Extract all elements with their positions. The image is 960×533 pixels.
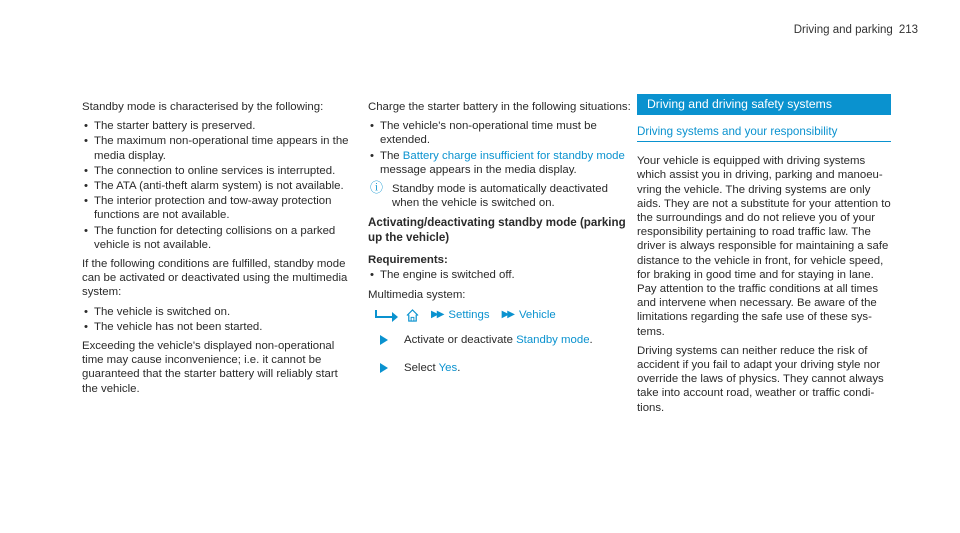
path-settings: Settings [448,309,490,322]
text: The [380,149,403,162]
section-banner: Driving and driving safety systems [637,94,891,115]
intro-text: Standby mode is characterised by the following: [82,101,324,113]
text: Activate or deactivate [404,333,517,346]
yes-link: Yes [438,361,458,374]
multimedia-label: Multimedia system: [368,289,466,302]
page-number: 213 [898,24,918,36]
battery-message-link: Battery charge insufficient for standby mode [402,149,625,162]
list-item: • The vehicle is switched on. [82,305,350,319]
column-right [637,97,891,420]
section-title: Driving systems and your responsibility [637,125,891,142]
chevron-right-icon: ▶▶ [501,309,513,321]
charge-intro: Charge the starter battery in the following situations: [368,101,631,113]
path-arrow-icon [374,309,400,323]
list-item [368,149,634,177]
info-note [368,182,634,210]
list-item: • The starter battery is preserved. [82,119,350,133]
conditions-text: If the following conditions are fulfilled, standby mode can be activated or deactivated using the multimedia system: [82,258,348,299]
text: . [457,361,461,374]
chevron-right-icon: ▶▶ [431,309,443,321]
limitations-text: Driving systems can neither reduce the risk of accident if you fail to adapt your driving style nor override the laws of physics. They cannot always take into account road, weather or traffic conditions. [637,344,884,414]
column-left [82,100,350,401]
conditions-list [82,305,350,334]
list-item: • The engine is switched off. [368,268,634,282]
menu-path [368,308,634,322]
list-item: • The ATA (anti-theft alarm system) is not available. [82,179,350,193]
text: message appears in the media display. [380,163,577,176]
section-name: Driving and parking [793,24,893,36]
list-item: • The interior protection and tow-away protection functions are not available. [82,194,350,222]
subheading: Activating/deactivating standby mode (parking up the vehicle) [368,216,626,244]
list-item: • The maximum non-operational time appears in the media display. [82,134,350,162]
requirements-label: Requirements: [368,253,448,266]
step-text [404,361,460,375]
home-icon [406,309,419,322]
text: Select [404,361,439,374]
column-middle [368,100,634,389]
step-text [404,333,593,347]
list-item: • The function for detecting collisions on a parked vehicle is not available. [82,224,350,252]
triangle-icon [380,335,388,345]
page-header [794,24,918,36]
list-item: • The vehicle's non-operational time must be extended. [368,119,634,147]
note-text: Standby mode is automatically deactivated when the vehicle is switched on. [392,183,608,210]
charge-situations-list [368,119,634,177]
text: . [589,333,593,346]
list-item: • The connection to online services is interrupted. [82,164,350,178]
requirements-list [368,268,634,282]
path-vehicle: Vehicle [518,309,556,322]
list-item: • The vehicle has not been started. [82,320,350,334]
info-icon: ⓘ [370,180,384,196]
warning-text: Exceeding the vehicle's displayed non-operational time may cause inconvenience; i.e. it cannot be guaranteed that the starter battery will reliably start the vehicle. [82,340,338,395]
standby-mode-link: Standby mode [516,333,590,346]
standby-effects-list [82,119,350,252]
responsibility-text: Your vehicle is equipped with driving systems which assist you in driving, parking and manoeuvring the vehicle. The driving systems are only aids. They are not a substitute for your attention to the surroundings and do not relieve you of your responsibility pertaining to road traffic law. The driver is always responsible for maintaining a safe distance to the vehicle in front, for vehicle speed, for braking in good time and for staying in lane. Pay attention to the traffic conditions at all times and intervene when necessary. Be aware of the limitations regarding the safe use of these systems. [637,155,891,338]
step-1 [368,333,634,347]
triangle-icon [380,363,388,373]
step-2 [368,361,634,375]
